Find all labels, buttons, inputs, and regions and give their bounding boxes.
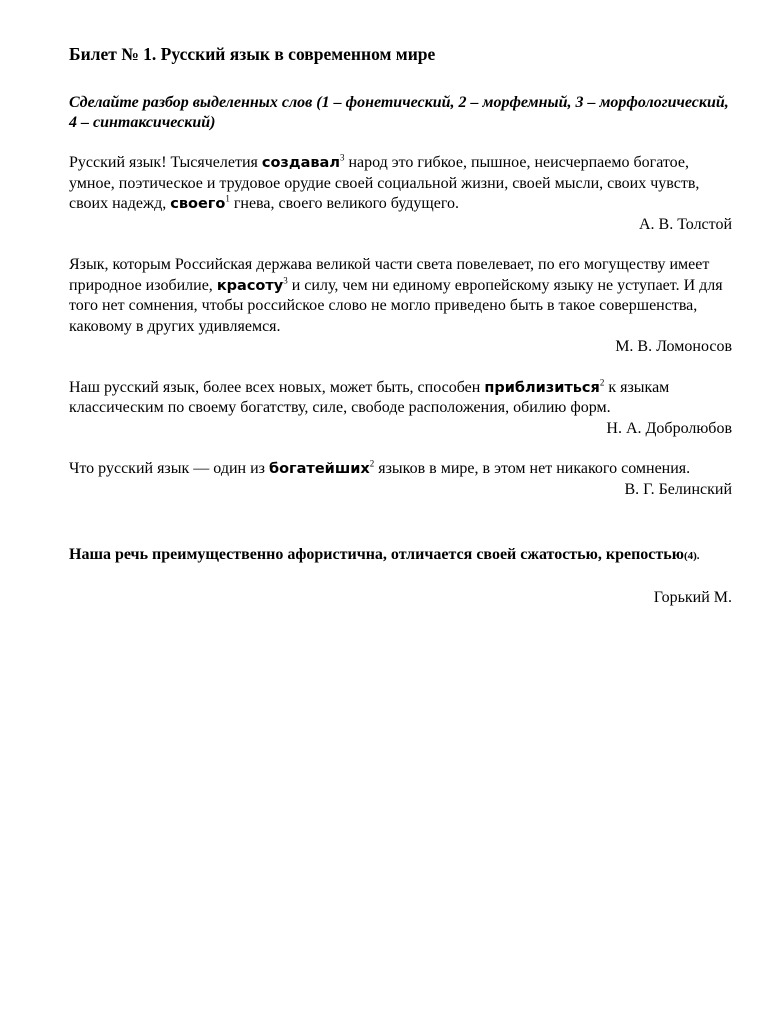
quote-text-after: и силу, чем ни единому европейскому языку не уступает. И для того нет сомнения, чтобы российское слово не могло приведено быть в такое совершенства, каковому в других удивляемся. xyxy=(69,276,723,335)
quote-author-4: В. Г. Белинский xyxy=(624,480,732,498)
task-instruction: Сделайте разбор выделенных слов (1 – фонетический, 2 – морфемный, 3 – морфологический, 4 – синтаксический) xyxy=(69,94,729,131)
quote-text-after: к языкам классическим по своему богатству, силе, свободе расположения, обилию форм. xyxy=(69,378,670,416)
quote-block-1 xyxy=(69,153,732,235)
highlighted-word: своего xyxy=(170,196,226,212)
quote-text-after: языков в мире, в этом нет никакого сомнения. xyxy=(374,460,691,477)
parse-type-mark: 2 xyxy=(369,458,375,469)
quote-author-3: Н. А. Добролюбов xyxy=(606,419,732,437)
quote-author-2: М. В. Ломоносов xyxy=(615,338,732,355)
quote-text-3 xyxy=(69,378,732,419)
final-quote-text: Наша речь преимущественно афористична, отличается своей сжатостью, крепостью xyxy=(69,546,684,563)
quote-text-middle: народ это гибкое, пышное, неисчерпаемо богатое, умное, поэтическое и трудовое орудие своей социальной жизни, своей мысли, своих чувств, своих надежд, xyxy=(69,154,700,212)
parse-type-mark: 3 xyxy=(339,152,345,163)
quote-author-1: А. В. Толстой xyxy=(638,215,732,233)
quote-text-before: Русский язык! Тысячелетия xyxy=(69,154,262,171)
quote-block-4 xyxy=(69,459,732,500)
quote-block-3 xyxy=(69,378,732,440)
highlighted-word: приблизиться xyxy=(484,379,600,396)
quote-text-2 xyxy=(69,255,732,337)
ticket-title: Билет № 1. Русский язык в современном мире xyxy=(69,44,436,64)
parse-type-mark: (4). xyxy=(683,550,700,562)
final-quote xyxy=(69,544,732,567)
highlighted-word: богатейших xyxy=(268,461,370,477)
quote-block-2 xyxy=(69,255,732,358)
quote-text-4 xyxy=(69,459,732,480)
quote-text-before: Что русский язык — один из xyxy=(69,460,269,477)
parse-type-mark: 3 xyxy=(283,275,288,286)
quote-text-before: Наш русский язык, более всех новых, может быть, способен xyxy=(69,378,485,396)
quote-text-1 xyxy=(69,153,732,215)
quote-text-after: гнева, своего великого будущего. xyxy=(229,195,459,212)
parse-type-mark: 2 xyxy=(599,377,605,388)
final-quote-author: Горький М. xyxy=(653,589,732,606)
highlighted-word: создавал xyxy=(261,155,340,171)
quote-text-before: Язык, которым Российская держава великой части света повелевает, по его могуществу имеет природное изобилие, xyxy=(69,256,710,294)
parse-type-mark: 1 xyxy=(225,193,230,204)
highlighted-word: красоту xyxy=(216,277,284,294)
